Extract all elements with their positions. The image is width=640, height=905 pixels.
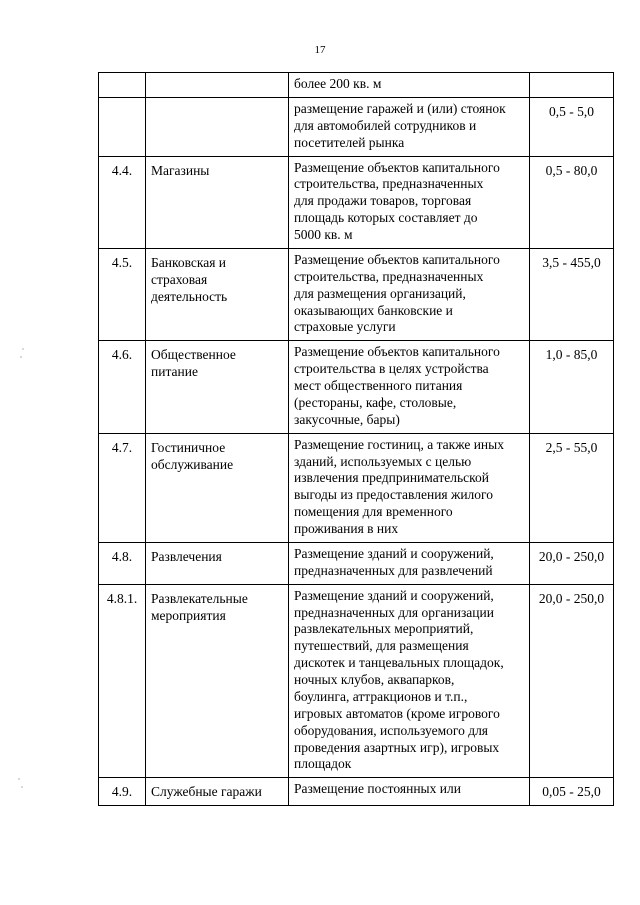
row-code-cell: 4.7. xyxy=(99,433,146,542)
row-description-line: Размещение гостиниц, а также иных xyxy=(294,436,504,452)
row-description-line: строительства, предназначенных xyxy=(294,268,484,284)
row-name-line: страховая xyxy=(151,271,208,287)
page-number: 17 xyxy=(314,44,326,56)
row-name-cell xyxy=(146,97,289,156)
row-name-cell xyxy=(146,542,289,584)
row-description-line: Размещение объектов капитального xyxy=(294,344,500,360)
row-name-cell xyxy=(146,73,289,98)
row-name-cell xyxy=(146,584,289,778)
row-description-line: Размещение зданий и сооружений, xyxy=(294,587,494,603)
row-name-cell xyxy=(146,778,289,806)
row-description-line: строительства в целях устройства xyxy=(294,361,489,377)
table-row xyxy=(99,542,614,584)
row-code-cell: 4.9. xyxy=(99,778,146,806)
row-description-line: извлечения предпринимательской xyxy=(294,470,489,486)
table-row xyxy=(99,97,614,156)
row-code-cell: 4.6. xyxy=(99,341,146,433)
row-value-cell: 1,0 - 85,0 xyxy=(530,341,614,433)
table-row xyxy=(99,248,614,340)
row-description-line: для размещения организаций, xyxy=(294,285,466,301)
row-description-line: проведения азартных игр), игровых xyxy=(294,739,500,755)
row-description-line: оборудования, используемого для xyxy=(294,722,489,738)
row-name-cell xyxy=(146,341,289,433)
row-name-line: мероприятия xyxy=(151,607,226,623)
row-value-cell: 0,5 - 5,0 xyxy=(530,97,614,156)
row-description-cell xyxy=(289,97,530,156)
row-description-line: страховые услуги xyxy=(294,319,396,335)
row-description-cell xyxy=(289,341,530,433)
row-name-line: Развлечения xyxy=(151,548,222,564)
table-row xyxy=(99,433,614,542)
scan-speck xyxy=(22,348,24,350)
row-name-line: Развлекательные xyxy=(151,590,248,606)
row-code-cell: 4.5. xyxy=(99,248,146,340)
row-code-cell: 4.8.1. xyxy=(99,584,146,778)
row-name-cell xyxy=(146,433,289,542)
row-description-line: оказывающих банковские и xyxy=(294,302,453,318)
row-description-line: площадь которых составляет до xyxy=(294,210,478,226)
row-description-line: размещение гаражей и (или) стоянок xyxy=(294,100,506,116)
row-description-line: проживания в них xyxy=(294,521,399,536)
row-description-line: Размещение объектов капитального xyxy=(294,251,500,267)
row-description-line: боулинга, аттракционов и т.п., xyxy=(294,688,468,704)
row-description-cell xyxy=(289,542,530,584)
row-description-line: мест общественного питания xyxy=(294,378,463,393)
row-description-line: зданий, используемых с целью xyxy=(294,453,472,469)
row-description-line: путешествий, для размещения xyxy=(294,638,469,654)
row-description-cell xyxy=(289,433,530,542)
row-description-line: посетителей рынка xyxy=(294,134,405,150)
row-description-line: Размещение объектов капитального xyxy=(294,159,500,175)
row-code-cell xyxy=(99,97,146,156)
row-description-line: 5000 кв. м xyxy=(294,227,353,242)
table-row xyxy=(99,584,614,778)
row-description-line: строительства, предназначенных xyxy=(294,176,484,192)
row-name-line: питание xyxy=(151,364,198,380)
scan-speck xyxy=(21,786,23,788)
row-name-line: Служебные гаражи xyxy=(151,784,262,800)
row-description-line: для продажи товаров, торговая xyxy=(294,193,472,209)
row-value-cell: 0,05 - 25,0 xyxy=(530,778,614,806)
row-description-line: игровых автоматов (кроме игрового xyxy=(294,705,500,721)
row-value-cell: 20,0 - 250,0 xyxy=(530,542,614,584)
row-code-cell: 4.8. xyxy=(99,542,146,584)
row-name-cell xyxy=(146,156,289,248)
row-description-line: помещения для временного xyxy=(294,504,453,520)
scan-speck xyxy=(20,356,22,358)
row-description-cell xyxy=(289,584,530,778)
row-description-line: более 200 кв. м xyxy=(294,76,382,91)
row-name-line: Гостиничное xyxy=(151,439,226,455)
row-description-cell xyxy=(289,156,530,248)
row-description-cell xyxy=(289,248,530,340)
row-description-line: выгоды из предоставления жилого xyxy=(294,487,493,503)
row-description-line: предназначенных для организации xyxy=(294,604,494,620)
row-description-line: закусочные, бары) xyxy=(294,411,400,427)
row-name-line: Общественное xyxy=(151,347,236,363)
row-value-cell: 20,0 - 250,0 xyxy=(530,584,614,778)
table-row xyxy=(99,341,614,433)
row-name-cell xyxy=(146,248,289,340)
table-row xyxy=(99,156,614,248)
row-description-line: площадок xyxy=(294,756,352,772)
scan-speck xyxy=(18,778,20,780)
table-row xyxy=(99,73,614,98)
row-code-cell: 4.4. xyxy=(99,156,146,248)
row-description-line: развлекательных мероприятий, xyxy=(294,621,474,637)
row-name-line: Магазины xyxy=(151,162,210,178)
row-code-cell xyxy=(99,73,146,98)
row-description-line: предназначенных для развлечений xyxy=(294,562,493,578)
row-description-line: ночных клубов, аквапарков, xyxy=(294,672,455,687)
land-use-table xyxy=(98,72,614,806)
row-name-line: деятельность xyxy=(151,288,228,304)
table-row xyxy=(99,778,614,806)
row-description-line: дискотек и танцевальных площадок, xyxy=(294,655,504,671)
row-value-cell: 2,5 - 55,0 xyxy=(530,433,614,542)
row-description-line: Размещение постоянных или xyxy=(294,781,461,797)
row-name-line: Банковская и xyxy=(151,254,227,270)
row-description-cell xyxy=(289,778,530,806)
row-description-line: для автомобилей сотрудников и xyxy=(294,117,477,133)
row-description-cell xyxy=(289,73,530,98)
row-value-cell: 3,5 - 455,0 xyxy=(530,248,614,340)
row-name-line: обслуживание xyxy=(151,456,234,472)
row-value-cell: 0,5 - 80,0 xyxy=(530,156,614,248)
row-description-line: (рестораны, кафе, столовые, xyxy=(294,394,457,410)
row-value-cell xyxy=(530,73,614,98)
row-description-line: Размещение зданий и сооружений, xyxy=(294,545,494,561)
